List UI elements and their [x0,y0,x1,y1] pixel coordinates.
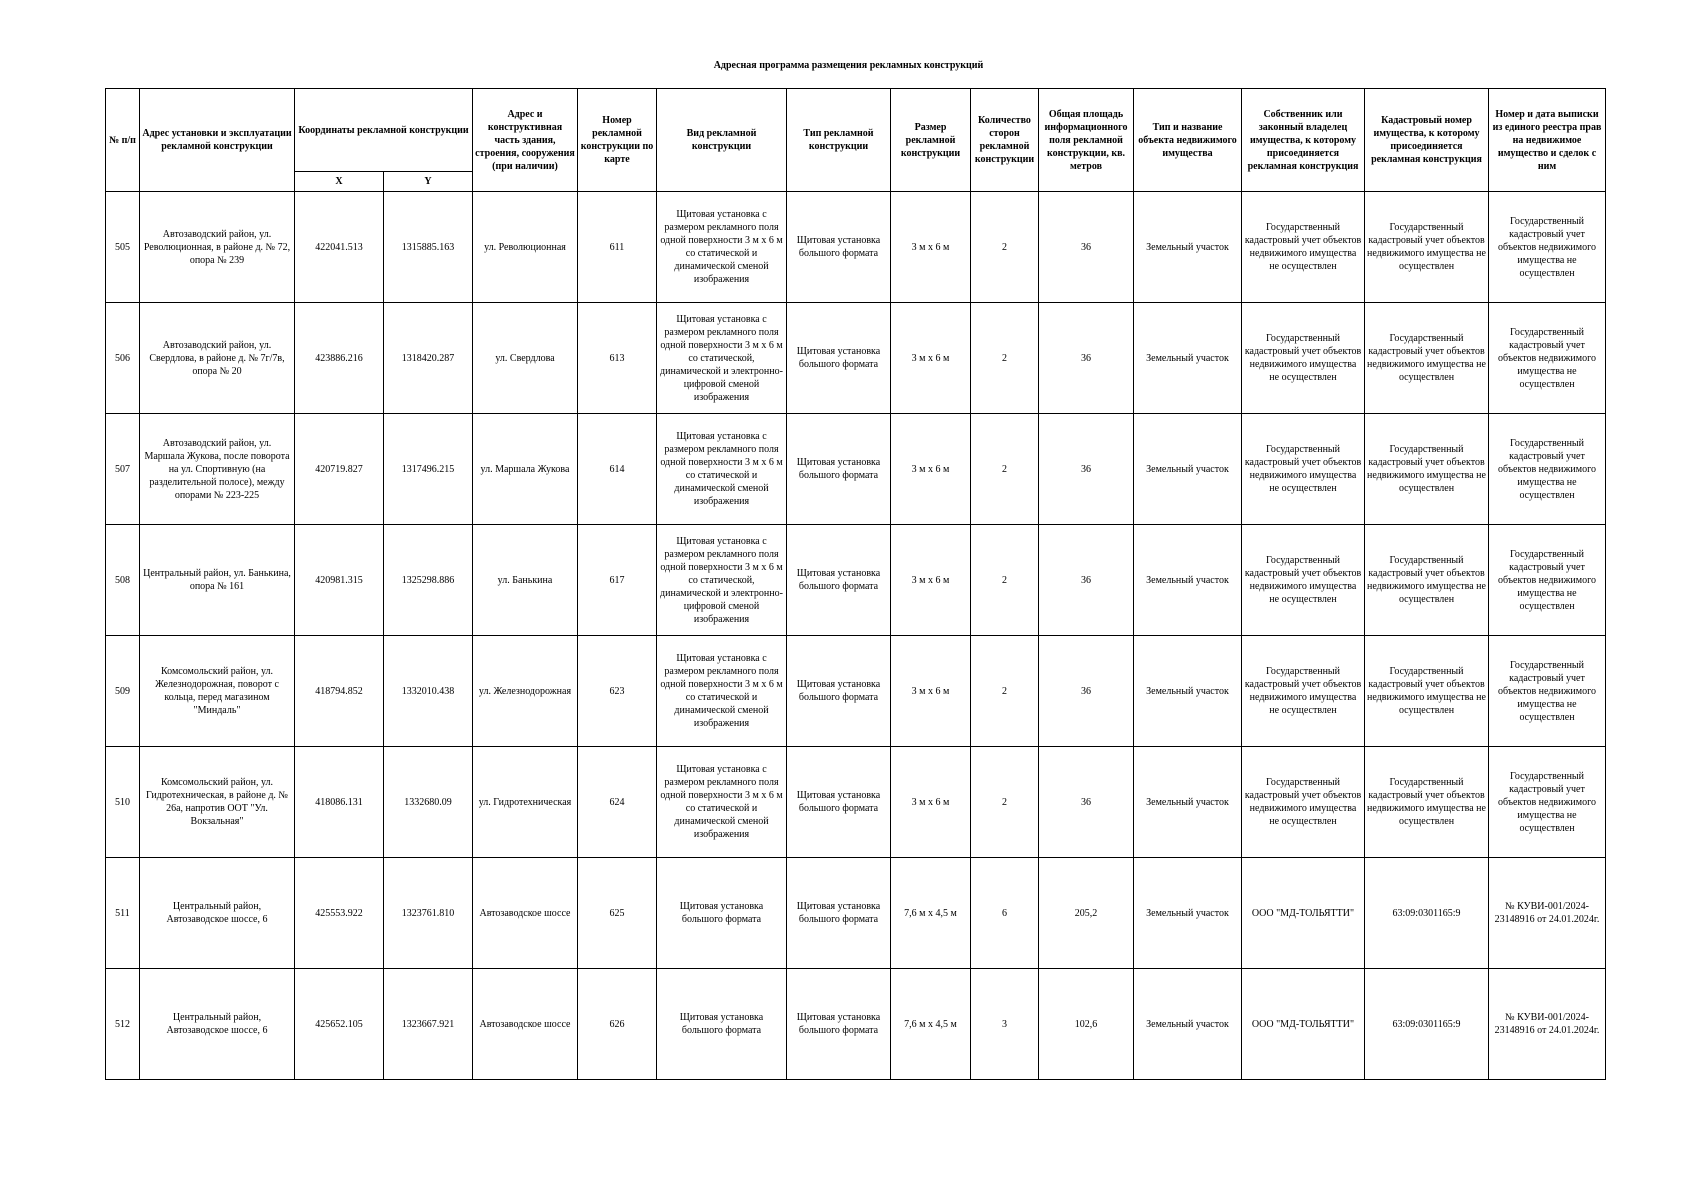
cell-building: Автозаводское шоссе [473,969,578,1080]
cell-owner: ООО "МД-ТОЛЬЯТТИ" [1242,969,1365,1080]
cell-address: Центральный район, Автозаводское шоссе, 6 [140,858,295,969]
table-row [106,969,1606,1080]
cell-sides: 2 [971,525,1039,636]
cell-area: 36 [1039,747,1134,858]
cell-x: 425553.922 [295,858,384,969]
cell-property: Земельный участок [1134,192,1242,303]
cell-building: ул. Свердлова [473,303,578,414]
cell-kind: Щитовая установка с размером рекламного поля одной поверхности 3 м х 6 м со статической, динамической и электронно-цифровой сменой изображения [657,303,787,414]
cell-owner: Государственный кадастровый учет объектов недвижимого имущества не осуществлен [1242,303,1365,414]
cell-cadastral: Государственный кадастровый учет объектов недвижимого имущества не осуществлен [1365,192,1489,303]
cell-y: 1317496.215 [384,414,473,525]
cell-cadastral: Государственный кадастровый учет объектов недвижимого имущества не осуществлен [1365,636,1489,747]
advertising-structures-table [105,88,1606,1080]
cell-map-number: 623 [578,636,657,747]
col-header-registry: Номер и дата выписки из единого реестра прав на недвижимое имущество и сделок с ним [1489,89,1606,192]
cell-type: Щитовая установка большого формата [787,636,891,747]
cell-sides: 2 [971,414,1039,525]
cell-num: 507 [106,414,140,525]
cell-num: 508 [106,525,140,636]
col-header-property: Тип и название объекта недвижимого имущества [1134,89,1242,192]
cell-size: 3 м х 6 м [891,747,971,858]
cell-building: ул. Железнодорожная [473,636,578,747]
cell-type: Щитовая установка большого формата [787,303,891,414]
cell-x: 425652.105 [295,969,384,1080]
cell-property: Земельный участок [1134,747,1242,858]
cell-area: 102,6 [1039,969,1134,1080]
cell-building: Автозаводское шоссе [473,858,578,969]
cell-type: Щитовая установка большого формата [787,414,891,525]
cell-y: 1332680.09 [384,747,473,858]
cell-kind: Щитовая установка с размером рекламного поля одной поверхности 3 м х 6 м со статической и динамической сменой изображения [657,192,787,303]
cell-num: 512 [106,969,140,1080]
cell-cadastral: Государственный кадастровый учет объектов недвижимого имущества не осуществлен [1365,414,1489,525]
cell-cadastral: 63:09:0301165:9 [1365,969,1489,1080]
table-row [106,303,1606,414]
cell-num: 511 [106,858,140,969]
cell-size: 3 м х 6 м [891,525,971,636]
cell-x: 423886.216 [295,303,384,414]
table-row [106,747,1606,858]
cell-map-number: 614 [578,414,657,525]
cell-property: Земельный участок [1134,969,1242,1080]
cell-address: Комсомольский район, ул. Гидротехническая, в районе д. № 26а, напротив ООТ "Ул. Вокзальная" [140,747,295,858]
cell-y: 1323761.810 [384,858,473,969]
cell-kind: Щитовая установка с размером рекламного поля одной поверхности 3 м х 6 м со статической и динамической сменой изображения [657,636,787,747]
cell-y: 1318420.287 [384,303,473,414]
col-header-map-number: Номер рекламной конструкции по карте [578,89,657,192]
cell-sides: 3 [971,969,1039,1080]
table-body [106,192,1606,1080]
table-row [106,525,1606,636]
cell-address: Центральный район, ул. Банькина, опора № 161 [140,525,295,636]
cell-kind: Щитовая установка большого формата [657,858,787,969]
cell-building: ул. Революционная [473,192,578,303]
cell-y: 1325298.886 [384,525,473,636]
cell-registry: Государственный кадастровый учет объектов недвижимого имущества не осуществлен [1489,414,1606,525]
cell-area: 36 [1039,303,1134,414]
cell-map-number: 617 [578,525,657,636]
cell-property: Земельный участок [1134,303,1242,414]
cell-num: 509 [106,636,140,747]
cell-map-number: 625 [578,858,657,969]
cell-owner: Государственный кадастровый учет объектов недвижимого имущества не осуществлен [1242,747,1365,858]
cell-cadastral: 63:09:0301165:9 [1365,858,1489,969]
table-row [106,858,1606,969]
cell-registry: Государственный кадастровый учет объектов недвижимого имущества не осуществлен [1489,303,1606,414]
cell-address: Центральный район, Автозаводское шоссе, 6 [140,969,295,1080]
cell-property: Земельный участок [1134,636,1242,747]
col-header-owner: Собственник или законный владелец имущества, к которому присоединяется рекламная конструкция [1242,89,1365,192]
cell-cadastral: Государственный кадастровый учет объектов недвижимого имущества не осуществлен [1365,747,1489,858]
cell-type: Щитовая установка большого формата [787,525,891,636]
cell-registry: № КУВИ-001/2024-23148916 от 24.01.2024г. [1489,858,1606,969]
col-header-building: Адрес и конструктивная часть здания, строения, сооружения (при наличии) [473,89,578,192]
col-header-address: Адрес установки и эксплуатации рекламной конструкции [140,89,295,192]
cell-type: Щитовая установка большого формата [787,969,891,1080]
col-header-y: Y [384,172,473,192]
cell-x: 420981.315 [295,525,384,636]
cell-area: 205,2 [1039,858,1134,969]
cell-y: 1323667.921 [384,969,473,1080]
cell-address: Автозаводский район, ул. Свердлова, в районе д. № 7г/7в, опора № 20 [140,303,295,414]
table-row [106,192,1606,303]
cell-area: 36 [1039,525,1134,636]
cell-owner: ООО "МД-ТОЛЬЯТТИ" [1242,858,1365,969]
cell-sides: 2 [971,303,1039,414]
cell-area: 36 [1039,192,1134,303]
cell-kind: Щитовая установка большого формата [657,969,787,1080]
cell-x: 418794.852 [295,636,384,747]
table-row [106,636,1606,747]
cell-sides: 2 [971,747,1039,858]
cell-x: 418086.131 [295,747,384,858]
col-header-sides: Количество сторон рекламной конструкции [971,89,1039,192]
cell-building: ул. Банькина [473,525,578,636]
cell-size: 3 м х 6 м [891,303,971,414]
cell-sides: 2 [971,636,1039,747]
cell-registry: Государственный кадастровый учет объектов недвижимого имущества не осуществлен [1489,525,1606,636]
cell-owner: Государственный кадастровый учет объектов недвижимого имущества не осуществлен [1242,192,1365,303]
cell-owner: Государственный кадастровый учет объектов недвижимого имущества не осуществлен [1242,414,1365,525]
document-title: Адресная программа размещения рекламных конструкций [713,60,984,71]
cell-property: Земельный участок [1134,414,1242,525]
cell-address: Комсомольский район, ул. Железнодорожная, поворот с кольца, перед магазином "Миндаль" [140,636,295,747]
cell-area: 36 [1039,414,1134,525]
cell-building: ул. Гидротехническая [473,747,578,858]
cell-type: Щитовая установка большого формата [787,192,891,303]
cell-sides: 2 [971,192,1039,303]
cell-cadastral: Государственный кадастровый учет объектов недвижимого имущества не осуществлен [1365,525,1489,636]
cell-size: 7,6 м х 4,5 м [891,969,971,1080]
cell-size: 3 м х 6 м [891,414,971,525]
col-header-coordinates: Координаты рекламной конструкции [295,89,473,172]
cell-registry: Государственный кадастровый учет объектов недвижимого имущества не осуществлен [1489,747,1606,858]
cell-kind: Щитовая установка с размером рекламного поля одной поверхности 3 м х 6 м со статической, динамической и электронно-цифровой сменой изображения [657,525,787,636]
cell-num: 506 [106,303,140,414]
col-header-size: Размер рекламной конструкции [891,89,971,192]
cell-owner: Государственный кадастровый учет объектов недвижимого имущества не осуществлен [1242,525,1365,636]
cell-kind: Щитовая установка с размером рекламного поля одной поверхности 3 м х 6 м со статической и динамической сменой изображения [657,414,787,525]
cell-owner: Государственный кадастровый учет объектов недвижимого имущества не осуществлен [1242,636,1365,747]
col-header-kind: Вид рекламной конструкции [657,89,787,192]
table-row [106,414,1606,525]
cell-type: Щитовая установка большого формата [787,747,891,858]
cell-x: 422041.513 [295,192,384,303]
cell-map-number: 613 [578,303,657,414]
cell-cadastral: Государственный кадастровый учет объектов недвижимого имущества не осуществлен [1365,303,1489,414]
col-header-cadastral: Кадастровый номер имущества, к которому присоединяется рекламная конструкция [1365,89,1489,192]
cell-registry: Государственный кадастровый учет объектов недвижимого имущества не осуществлен [1489,636,1606,747]
col-header-num: № п/п [106,89,140,192]
cell-map-number: 624 [578,747,657,858]
col-header-area: Общая площадь информационного поля рекламной конструкции, кв. метров [1039,89,1134,192]
cell-building: ул. Маршала Жукова [473,414,578,525]
cell-map-number: 611 [578,192,657,303]
cell-y: 1332010.438 [384,636,473,747]
cell-area: 36 [1039,636,1134,747]
cell-size: 7,6 м х 4,5 м [891,858,971,969]
cell-type: Щитовая установка большого формата [787,858,891,969]
cell-registry: Государственный кадастровый учет объектов недвижимого имущества не осуществлен [1489,192,1606,303]
cell-address: Автозаводский район, ул. Маршала Жукова, после поворота на ул. Спортивную (на разделительной полосе), между опорами № 223-225 [140,414,295,525]
cell-size: 3 м х 6 м [891,636,971,747]
cell-address: Автозаводский район, ул. Революционная, в районе д. № 72, опора № 239 [140,192,295,303]
col-header-type: Тип рекламной конструкции [787,89,891,192]
col-header-x: X [295,172,384,192]
cell-property: Земельный участок [1134,525,1242,636]
cell-registry: № КУВИ-001/2024-23148916 от 24.01.2024г. [1489,969,1606,1080]
cell-num: 510 [106,747,140,858]
cell-y: 1315885.163 [384,192,473,303]
cell-sides: 6 [971,858,1039,969]
cell-size: 3 м х 6 м [891,192,971,303]
cell-x: 420719.827 [295,414,384,525]
cell-map-number: 626 [578,969,657,1080]
cell-property: Земельный участок [1134,858,1242,969]
cell-num: 505 [106,192,140,303]
cell-kind: Щитовая установка с размером рекламного поля одной поверхности 3 м х 6 м со статической и динамической сменой изображения [657,747,787,858]
